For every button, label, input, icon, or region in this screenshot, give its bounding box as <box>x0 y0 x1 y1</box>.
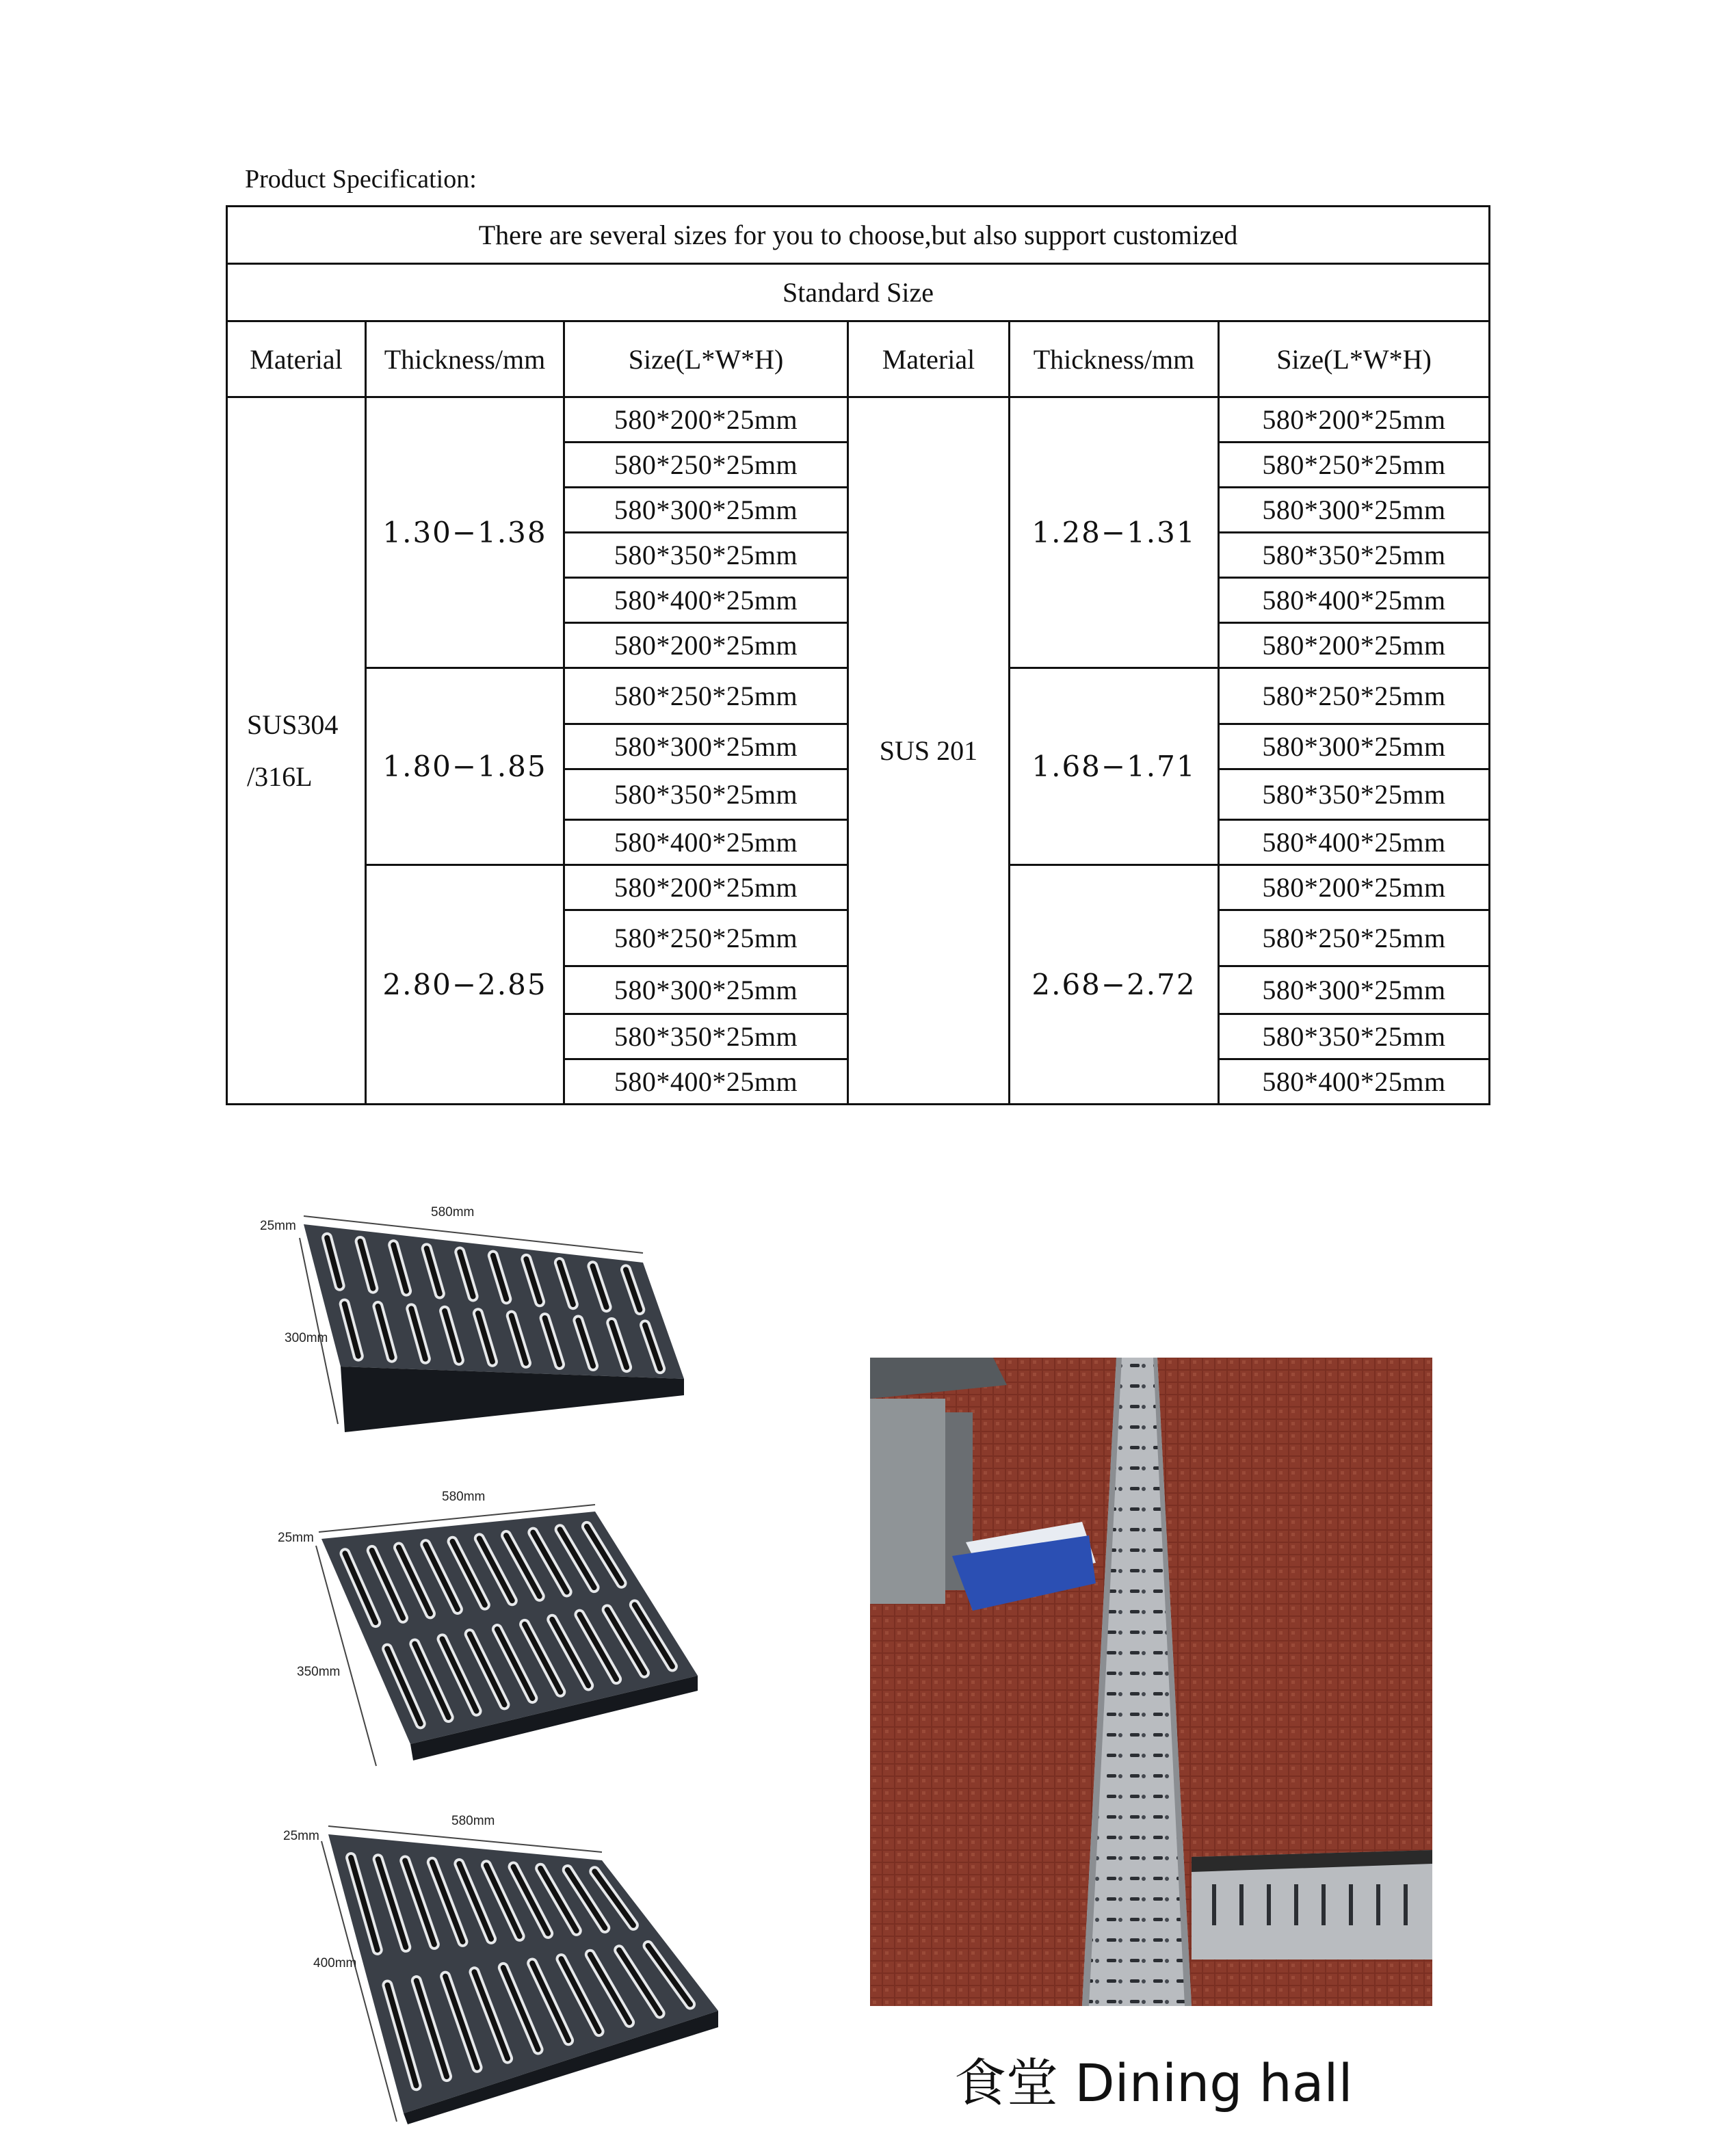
size-cell: 580*400*25mm <box>564 578 848 623</box>
size-cell: 580*400*25mm <box>1219 578 1490 623</box>
size-cell: 580*300*25mm <box>564 724 848 769</box>
size-cell: 580*350*25mm <box>564 769 848 820</box>
grate-length-label: 580mm <box>451 1814 495 1828</box>
header-row <box>227 321 1490 397</box>
size-cell: 580*250*25mm <box>1219 443 1490 488</box>
dining-hall-photo <box>870 1358 1432 2006</box>
page-title: Product Specification: <box>245 165 477 194</box>
size-cell: 580*300*25mm <box>1219 488 1490 533</box>
grate-height-label: 25mm <box>260 1219 296 1233</box>
size-cell: 580*300*25mm <box>564 488 848 533</box>
size-cell: 580*350*25mm <box>1219 769 1490 820</box>
size-cell: 580*300*25mm <box>564 966 848 1014</box>
size-cell: 580*250*25mm <box>564 910 848 966</box>
photo-caption: 食堂 Dining hall <box>954 2053 1353 2113</box>
thickness-cell: 2.68−2.72 <box>1010 865 1219 1105</box>
size-cell: 580*250*25mm <box>1219 668 1490 724</box>
thickness-cell: 2.80−2.85 <box>366 865 564 1105</box>
col-header: Size(L*W*H) <box>1219 321 1490 397</box>
size-cell: 580*200*25mm <box>1219 397 1490 443</box>
col-header: Material <box>848 321 1010 397</box>
size-cell: 580*350*25mm <box>1219 1014 1490 1059</box>
col-header: Thickness/mm <box>1010 321 1219 397</box>
grate-width-label: 350mm <box>297 1665 341 1679</box>
grate-height-label: 25mm <box>283 1829 319 1843</box>
material-line: /316L <box>247 761 313 792</box>
size-cell: 580*250*25mm <box>1219 910 1490 966</box>
size-cell: 580*400*25mm <box>1219 1059 1490 1105</box>
standard-size-heading: Standard Size <box>227 264 1490 321</box>
material-line: SUS304 <box>247 709 339 740</box>
spec-table <box>226 205 1490 1105</box>
grate-width-label: 300mm <box>285 1331 328 1345</box>
size-cell: 580*300*25mm <box>1219 724 1490 769</box>
size-cell: 580*200*25mm <box>1219 623 1490 668</box>
grate-300-diagram <box>246 1197 711 1443</box>
col-header: Thickness/mm <box>366 321 564 397</box>
grate-400-diagram <box>280 1806 746 2127</box>
size-cell: 580*350*25mm <box>564 1014 848 1059</box>
size-cell: 580*200*25mm <box>564 397 848 443</box>
grate-length-label: 580mm <box>442 1490 486 1504</box>
size-cell: 580*250*25mm <box>564 443 848 488</box>
size-cell: 580*250*25mm <box>564 668 848 724</box>
size-cell: 580*350*25mm <box>564 533 848 578</box>
size-cell: 580*200*25mm <box>564 623 848 668</box>
size-cell: 580*200*25mm <box>1219 865 1490 910</box>
material-cell <box>227 397 366 1105</box>
grate-width-label: 400mm <box>313 1956 357 1970</box>
banner-text: There are several sizes for you to choose,but also support customized <box>227 207 1490 264</box>
size-cell: 580*350*25mm <box>1219 533 1490 578</box>
grate-350-diagram <box>274 1484 739 1771</box>
thickness-cell: 1.28−1.31 <box>1010 397 1219 668</box>
col-header: Size(L*W*H) <box>564 321 848 397</box>
size-cell: 580*400*25mm <box>1219 820 1490 865</box>
size-cell: 580*200*25mm <box>564 865 848 910</box>
col-header: Material <box>227 321 366 397</box>
table-row <box>227 397 1490 443</box>
grate-length-label: 580mm <box>431 1205 475 1219</box>
thickness-cell: 1.68−1.71 <box>1010 668 1219 865</box>
grate-height-label: 25mm <box>278 1531 314 1545</box>
size-cell: 580*300*25mm <box>1219 966 1490 1014</box>
thickness-cell: 1.30−1.38 <box>366 397 564 668</box>
material-cell: SUS 201 <box>848 397 1010 1105</box>
size-cell: 580*400*25mm <box>564 1059 848 1105</box>
thickness-cell: 1.80−1.85 <box>366 668 564 865</box>
size-cell: 580*400*25mm <box>564 820 848 865</box>
